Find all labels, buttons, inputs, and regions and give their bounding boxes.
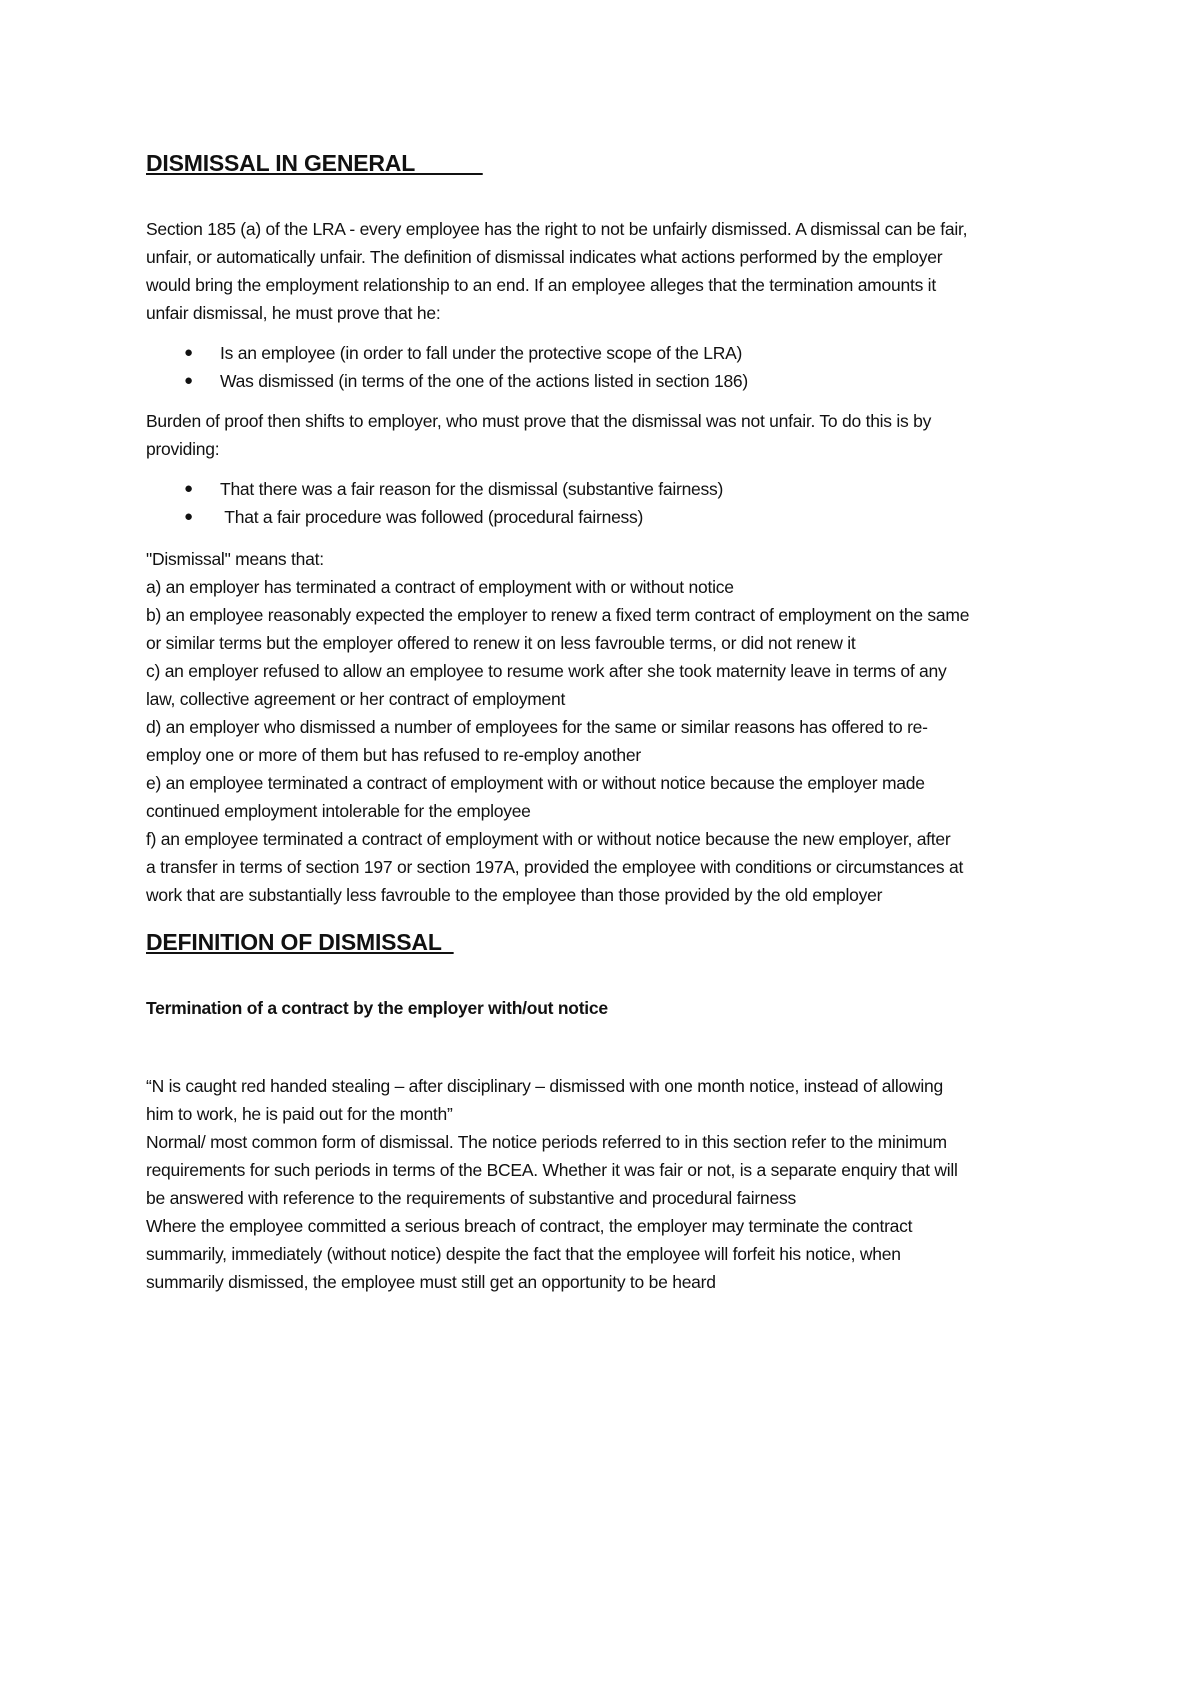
- list-item: ● That there was a fair reason for the dismissal (substantive fairness): [146, 475, 1076, 503]
- text-line: law, collective agreement or her contract of employment: [146, 689, 566, 709]
- text-line: "Dismissal" means that:: [146, 549, 324, 569]
- subheading-termination: Termination of a contract by the employer with/out notice: [146, 998, 608, 1018]
- text-line: employ one or more of them but has refused to re-employ another: [146, 745, 641, 765]
- text-line: providing:: [146, 439, 220, 459]
- text-line: him to work, he is paid out for the month”: [146, 1104, 453, 1124]
- text-line: b) an employee reasonably expected the employer to renew a fixed term contract of employment on the same: [146, 605, 970, 625]
- list-item: ● Is an employee (in order to fall under the protective scope of the LRA): [146, 339, 1076, 367]
- text-line: “N is caught red handed stealing – after disciplinary – dismissed with one month notice, instead of allowing: [146, 1076, 943, 1096]
- text-line: c) an employer refused to allow an employee to resume work after she took maternity leave in terms of any: [146, 661, 947, 681]
- heading-dismissal-in-general: DISMISSAL IN GENERAL: [146, 150, 483, 176]
- text-line: d) an employer who dismissed a number of employees for the same or similar reasons has offered to re-: [146, 717, 928, 737]
- text-line: unfair dismissal, he must prove that he:: [146, 303, 441, 323]
- document-body: [146, 150, 1076, 1296]
- text-line: work that are substantially less favrouble to the employee than those provided by the old employer: [146, 885, 883, 905]
- burden-paragraph: [146, 407, 1076, 463]
- text-line: Burden of proof then shifts to employer, who must prove that the dismissal was not unfair. To do this is by: [146, 411, 932, 431]
- text-line: e) an employee terminated a contract of employment with or without notice because the employer made: [146, 773, 925, 793]
- text-line: f) an employee terminated a contract of employment with or without notice because the new employer, after: [146, 829, 951, 849]
- employer-proof-list: [146, 475, 1076, 531]
- text-line: unfair, or automatically unfair. The definition of dismissal indicates what actions performed by the employer: [146, 247, 943, 267]
- bullet-icon: ●: [184, 372, 193, 389]
- list-item: ● Was dismissed (in terms of the one of the actions listed in section 186): [146, 367, 1076, 395]
- intro-paragraph: [146, 215, 1076, 327]
- employee-proof-list: [146, 339, 1076, 395]
- text-line: summarily, immediately (without notice) despite the fact that the employee will forfeit his notice, when: [146, 1244, 901, 1264]
- bullet-icon: ●: [184, 344, 193, 361]
- text-line: Normal/ most common form of dismissal. The notice periods referred to in this section refer to the minimum: [146, 1132, 947, 1152]
- text-line: would bring the employment relationship to an end. If an employee alleges that the termination amounts it: [146, 275, 936, 295]
- heading-definition-of-dismissal: DEFINITION OF DISMISSAL: [146, 929, 454, 955]
- bullet-icon: ●: [184, 480, 193, 497]
- termination-body: [146, 1072, 1076, 1296]
- bullet-icon: ●: [184, 508, 193, 525]
- text-line: be answered with reference to the requirements of substantive and procedural fairness: [146, 1188, 796, 1208]
- text-line: summarily dismissed, the employee must still get an opportunity to be heard: [146, 1272, 716, 1292]
- text-line: continued employment intolerable for the employee: [146, 801, 531, 821]
- text-line: a transfer in terms of section 197 or section 197A, provided the employee with conditions or circumstances at: [146, 857, 964, 877]
- dismissal-definition-block: [146, 545, 1076, 909]
- list-item: ● That a fair procedure was followed (procedural fairness): [146, 503, 1076, 531]
- text-line: a) an employer has terminated a contract of employment with or without notice: [146, 577, 734, 597]
- text-line: Section 185 (a) of the LRA - every employee has the right to not be unfairly dismissed. A dismissal can be fair,: [146, 219, 968, 239]
- text-line: or similar terms but the employer offered to renew it on less favrouble terms, or did not renew it: [146, 633, 856, 653]
- text-line: Where the employee committed a serious breach of contract, the employer may terminate the contract: [146, 1216, 913, 1236]
- text-line: requirements for such periods in terms of the BCEA. Whether it was fair or not, is a separate enquiry that will: [146, 1160, 958, 1180]
